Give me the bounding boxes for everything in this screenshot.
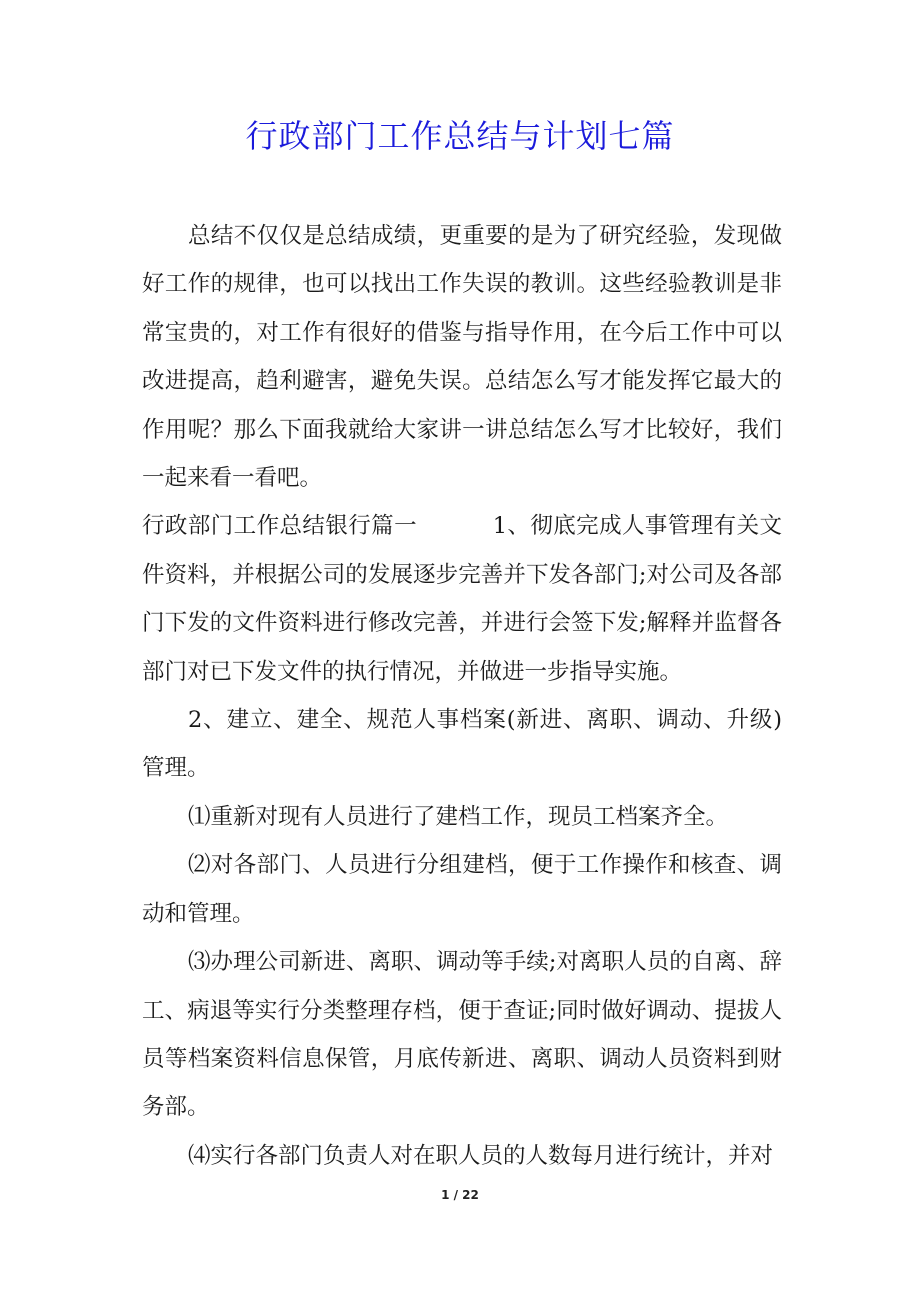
paragraph-item-2-4: ⑷实行各部门负责人对在职人员的人数每月进行统计，并对 (188, 1142, 774, 1169)
intro-paragraph: 总结不仅仅是总结成绩，更重要的是为了研究经验，发现做好工作的规律，也可以找出工作失误的教训。这些经验教训是非常宝贵的，对工作有很好的借鉴与指导作用，在今后工作中可以改进提高，趋利避害，避免失误。总结怎么写才能发挥它最大的作用呢？那么下面我就给大家讲一讲总结怎么写才比较好，我们一起来看一看吧。 (142, 223, 782, 492)
page-number: 1 / 22 (441, 1188, 479, 1202)
paragraph-item-2-1: ⑴重新对现有人员进行了建档工作，现员工档案齐全。 (188, 803, 729, 830)
document-title: 行政部门工作总结与计划七篇 (245, 117, 675, 155)
paragraph-item-2: 2、建立、建全、规范人事档案(新进、离职、调动、升级)管理。 (142, 707, 782, 782)
section-spacer (417, 513, 493, 539)
paragraph-item-2-3: ⑶办理公司新进、离职、调动等手续;对离职人员的自离、辞工、病退等实行分类整理存档，便于查证;同时做好调动、提拔人员等档案资料信息保管，月底传新进、离职、调动人员资料到财务部。 (142, 949, 782, 1121)
document-body (142, 212, 782, 1180)
paragraph-item-2-2: ⑵对各部门、人员进行分组建档，便于工作操作和核查、调动和管理。 (142, 852, 782, 927)
section-paragraph (142, 502, 782, 696)
section-heading: 行政部门工作总结银行篇一 (142, 513, 417, 540)
section-text: 1、彻底完成人事管理有关文件资料，并根据公司的发展逐步完善并下发各部门;对公司及各部门下发的文件资料进行修改完善，并进行会签下发;解释并监督各部门对已下发文件的执行情况，并做进一步指导实施。 (142, 513, 782, 685)
